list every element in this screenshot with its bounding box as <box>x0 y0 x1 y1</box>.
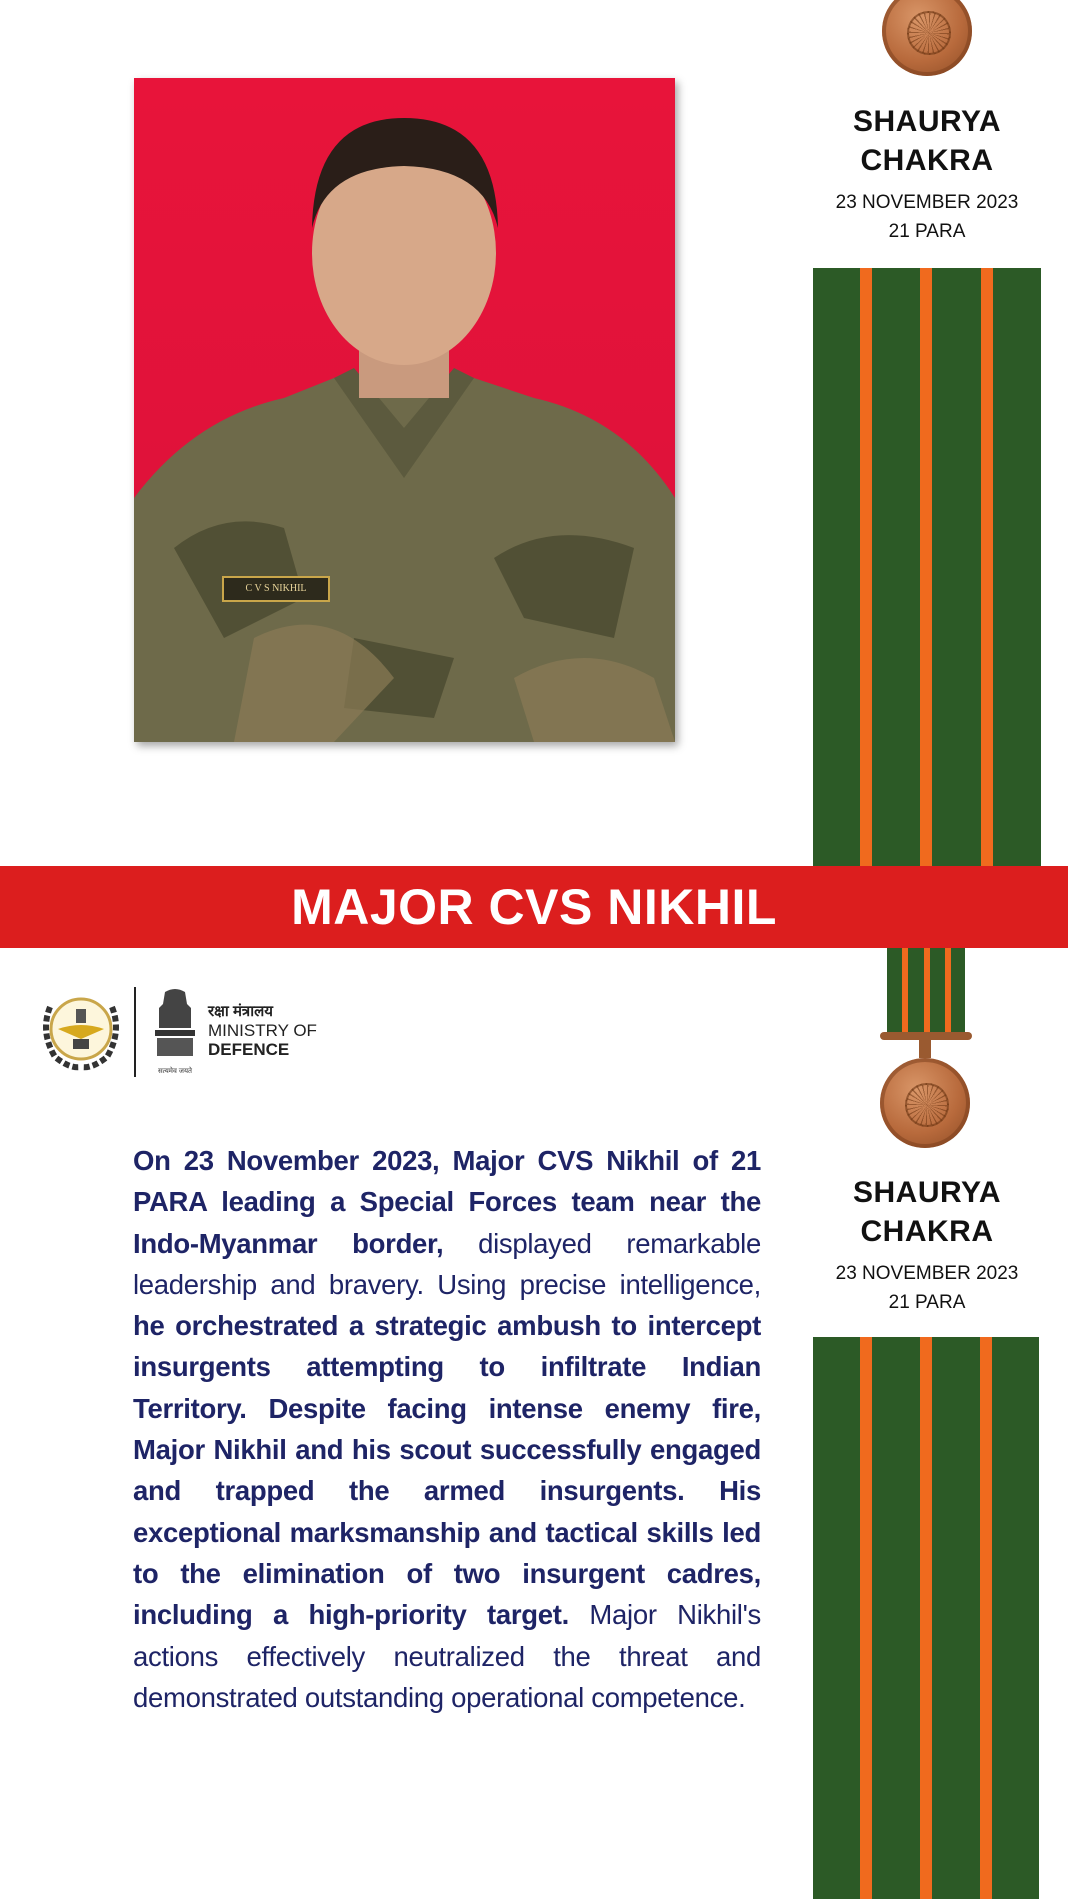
name-tag: C V S NIKHIL <box>222 576 330 602</box>
award-title: CHAKRA <box>860 1215 994 1248</box>
citation-segment: Major Nikhil's actions effectively neutralized the threat and demonstrated outstanding operational competence. <box>133 1599 762 1713</box>
award-info-top <box>813 102 1041 246</box>
citation-segment: displayed remarkable leadership and bravery. Using precise intelligence, <box>133 1227 761 1300</box>
medal-clasp <box>919 1038 931 1058</box>
defence-emblem-logo <box>40 987 122 1072</box>
ministry-text <box>208 1003 317 1059</box>
ministry-line2: DEFENCE <box>208 1040 290 1059</box>
citation-segment: On 23 November 2023, Major CVS Nikhil of 21 PARA leading a Special Forces team near the Indo-Myanmar border, <box>133 1145 761 1259</box>
motto: सत्यमेव जयते <box>157 1068 193 1075</box>
national-emblem-logo <box>151 988 199 1076</box>
award-date: 23 NOVEMBER 2023 <box>835 1263 1019 1284</box>
award-date: 23 NOVEMBER 2023 <box>835 192 1019 213</box>
award-unit: 21 PARA <box>888 221 966 242</box>
award-info-bottom <box>813 1173 1041 1317</box>
ministry-hindi: रक्षा मंत्रालय <box>208 1003 273 1020</box>
medal-ribbon <box>813 1337 1039 1899</box>
medal-ribbon-small <box>887 948 965 1034</box>
award-title: SHAURYA <box>853 1176 1001 1209</box>
award-unit: 21 PARA <box>888 1292 966 1313</box>
divider <box>134 987 136 1077</box>
citation-paragraph <box>133 1140 761 1718</box>
medal-icon <box>882 0 972 76</box>
soldier-photo <box>134 78 675 742</box>
soldier-silhouette <box>134 78 675 742</box>
award-title: CHAKRA <box>860 144 994 177</box>
ministry-line1: MINISTRY OF <box>208 1021 317 1040</box>
name-banner: MAJOR CVS NIKHIL <box>0 866 1068 948</box>
medal-ribbon <box>813 268 1041 868</box>
medal-icon <box>880 1058 970 1148</box>
award-title: SHAURYA <box>853 105 1001 138</box>
citation-segment: he orchestrated a strategic ambush to intercept insurgents attempting to infiltrate Indian Territory. Despite facing intense enemy fire, Major Nikhil and his scout successfully engaged and trapped the armed insurgents. His exceptional marksmanship and tactical skills led to the elimination of two insurgent cadres, including a high-priority target. <box>133 1310 761 1631</box>
